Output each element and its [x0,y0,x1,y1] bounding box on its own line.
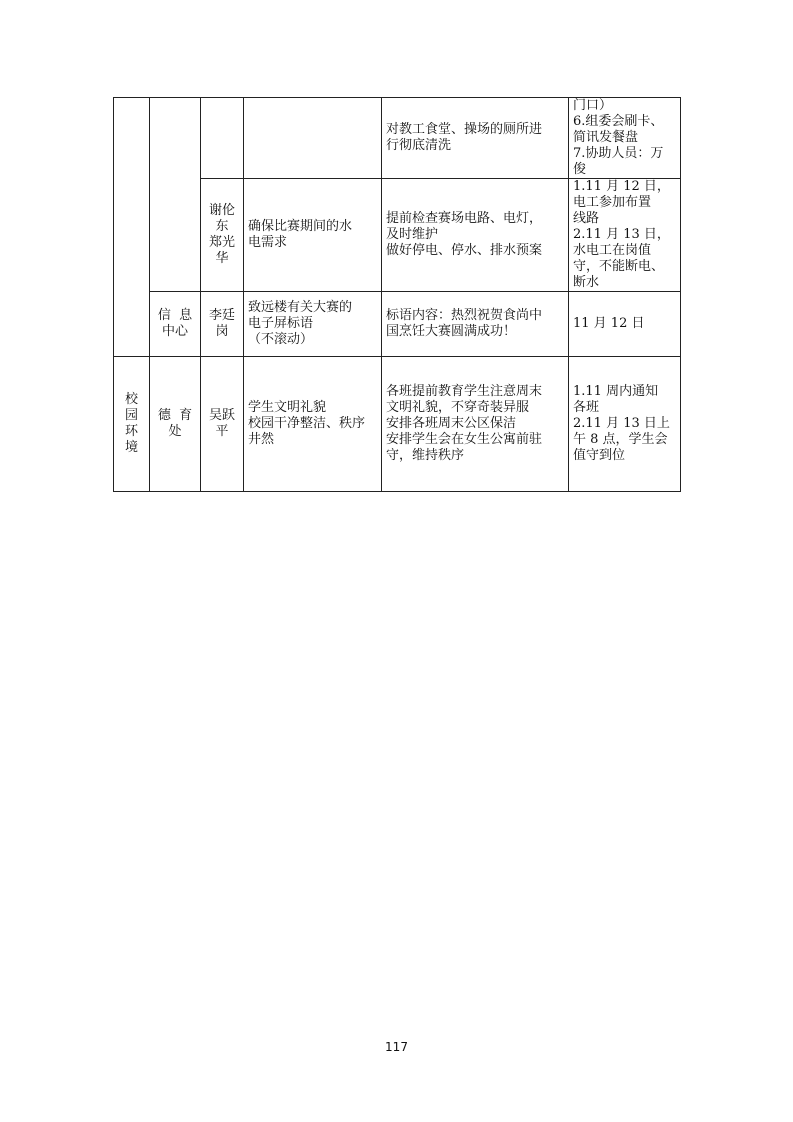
person-line: 谢伦 [208,203,235,218]
category-line: 境 [124,440,138,455]
category-line: 校 [124,392,138,407]
category-cell-continued [114,98,150,357]
detail-line: 标语内容：热烈祝贺食尚中 [386,308,543,323]
category-line: 园 [124,408,138,423]
task-cell [244,98,382,179]
person-line: 岗 [215,324,229,339]
person-cell [201,292,244,357]
person-line: 华 [215,251,229,266]
time-line: 电工参加布置 [573,195,652,210]
dept-line: 德 育 [157,408,193,423]
detail-line: 行彻底清洗 [386,138,452,153]
time-line: 1.11 月 12 日， [573,179,670,194]
time-line: 水电工在岗值 [573,243,652,258]
task-line: 致远楼有关大赛的 [248,300,353,315]
dept-cell-continued [150,98,201,292]
time-line: 6.组委会刷卡、 [573,114,664,129]
task-line: 电需求 [248,235,288,250]
table-row [114,292,681,357]
time-line: 各班 [573,400,600,415]
category-line: 环 [124,424,138,439]
person-line: 李廷 [208,308,235,323]
time-line: 值守到位 [573,448,626,463]
dept-cell [150,292,201,357]
detail-cell [382,179,569,292]
detail-line: 守，维持秩序 [386,448,465,463]
detail-line: 安排学生会在女生公寓前驻 [386,432,543,447]
detail-line: 及时维护 [386,227,439,242]
detail-line: 国烹饪大赛圆满成功！ [386,324,517,339]
dept-cell [150,357,201,492]
detail-line: 文明礼貌，不穿奇装异服 [386,400,530,415]
table-row [114,98,681,179]
dept-line: 中心 [161,324,188,339]
task-line: 学生文明礼貌 [248,400,327,415]
detail-cell [382,357,569,492]
time-line: 2.11 月 13 日， [573,227,670,242]
arrangement-table [113,97,681,492]
task-cell [244,292,382,357]
time-line: 简讯发餐盘 [573,130,639,145]
time-line: 午 8 点，学生会 [573,432,668,447]
task-line: 电子屏标语 [248,316,314,331]
detail-cell [382,98,569,179]
task-cell [244,179,382,292]
dept-line: 处 [168,424,182,439]
category-cell [114,357,150,492]
time-line: 线路 [573,211,600,226]
detail-line: 安排各班周末公区保洁 [386,416,517,431]
task-line: 校园干净整洁、秩序 [248,416,366,431]
person-line: 平 [215,424,229,439]
time-line: 11 月 12 日 [573,316,645,331]
time-line: 断水 [573,275,600,290]
detail-cell [382,292,569,357]
time-cell [569,98,681,179]
person-line: 郑光 [208,235,235,250]
time-cell [569,357,681,492]
task-cell [244,357,382,492]
person-cell [201,98,244,179]
time-line: 俊 [573,162,587,177]
detail-line: 对教工食堂、操场的厕所进 [386,122,543,137]
time-line: 守，不能断电、 [573,259,665,274]
person-line: 东 [215,219,229,234]
person-line: 吴跃 [208,408,235,423]
time-cell [569,179,681,292]
detail-line: 提前检查赛场电路、电灯， [386,211,543,226]
time-line: 1.11 周内通知 [573,384,659,399]
detail-line: 各班提前教育学生注意周末 [386,384,543,399]
task-line: 确保比赛期间的水 [248,219,353,234]
time-line: 门口） [573,98,613,113]
time-line: 2.11 月 13 日上 [573,416,670,431]
detail-line: 做好停电、停水、排水预案 [386,243,543,258]
time-line: 7.协助人员：万 [573,146,664,161]
person-cell [201,357,244,492]
person-cell [201,179,244,292]
time-cell [569,292,681,357]
table-row [114,357,681,492]
task-line: 井然 [248,432,275,447]
dept-line: 信 息 [157,308,193,323]
page-number: 117 [385,1040,408,1054]
task-line: （不滚动） [248,332,314,347]
